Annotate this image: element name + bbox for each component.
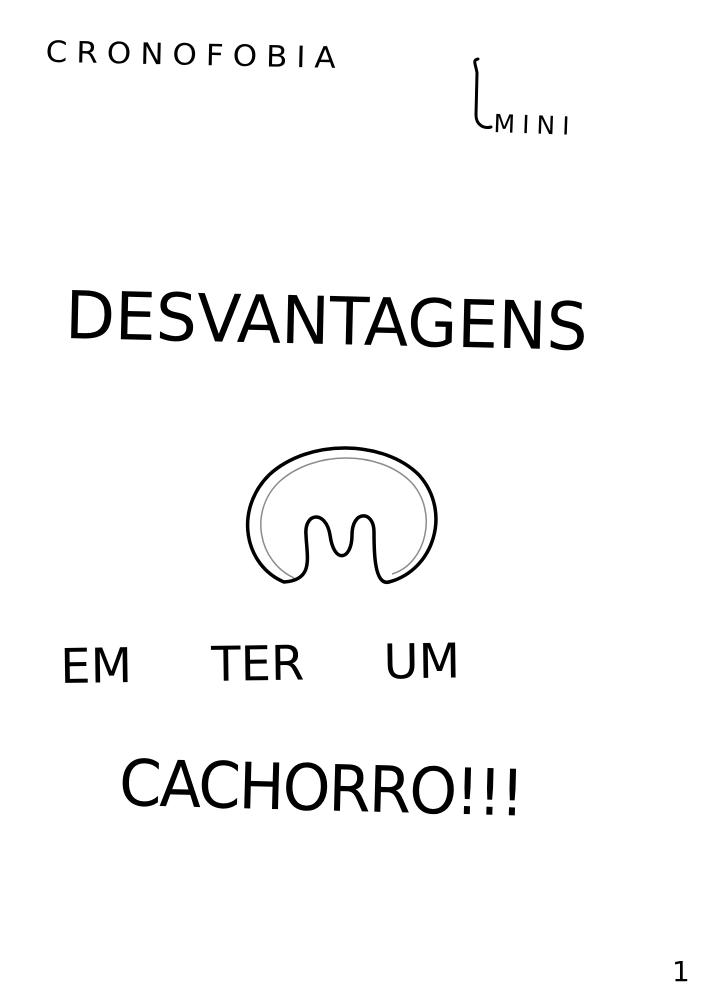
headline-line-1: DESVANTAGENS [64,277,589,366]
page-number: 1 [672,955,690,988]
headline-line-2: EM TER UM [59,633,461,695]
brace-icon [464,55,494,135]
header-subtitle: MINI [493,109,578,141]
headline-line-3: CACHORRO!!! [118,747,524,832]
butt-doodle-icon [234,440,444,590]
header-title: CRONOFOBIA [45,35,346,76]
